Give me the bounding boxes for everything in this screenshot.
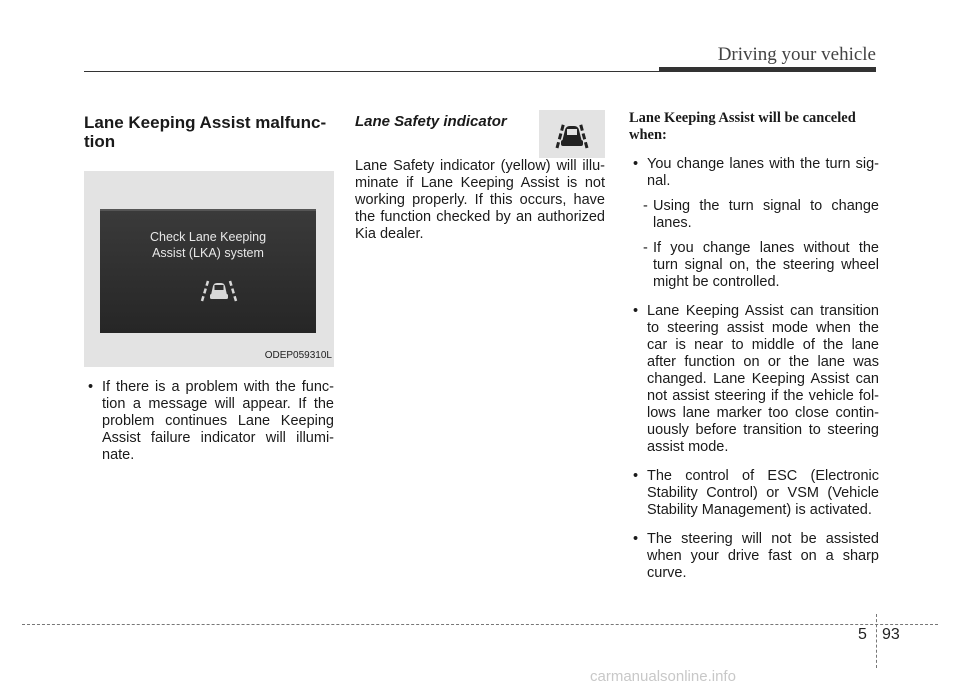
cluster-message-line2: Assist (LKA) system — [152, 246, 264, 260]
lka-message-figure — [84, 171, 334, 367]
column-middle — [355, 110, 605, 243]
header-rule-accent — [659, 67, 876, 72]
lane-keeping-icon — [199, 275, 239, 303]
column-right — [629, 110, 879, 582]
cluster-display — [100, 209, 316, 333]
lane-safety-icon — [539, 110, 605, 158]
header-rule — [84, 71, 659, 72]
lane-safety-indicator-box — [539, 110, 605, 158]
bullet-item: • The steering will not be assisted when your drive fast on a sharp curve. — [629, 531, 879, 582]
bullet-item: • You change lanes with the turn sig-nal. — [629, 156, 879, 190]
chapter-number: 5 — [858, 626, 867, 643]
sub-item — [629, 198, 879, 232]
sub-item — [629, 240, 879, 291]
bullet-item: • If there is a problem with the func-tion a message will appear. If the problem continues Lane Keeping Assist failure indicator will illumi-nate. — [84, 379, 334, 464]
page-number: 93 — [882, 626, 900, 643]
header-title: Driving your vehicle — [717, 44, 876, 65]
footer-rule — [22, 624, 938, 625]
section-title-lane-safety-indicator: Lane Safety indicator — [355, 113, 507, 130]
bullet-item: • The control of ESC (Electronic Stability Control) or VSM (Vehicle Stability Management) is activated. — [629, 468, 879, 519]
dash: - — [643, 198, 648, 214]
bullet-item: • Lane Keeping Assist can transition to steering assist mode when the car is near to middle of the lane after function on or the lane was changed. Lane Keeping Assist can not assist steering if the vehicle fol-lows lane marker too close contin-uously before transition to steering assist mode. — [629, 303, 879, 456]
footer-divider — [876, 614, 877, 668]
section-title-lka-malfunction: Lane Keeping Assist malfunc- tion — [84, 113, 327, 151]
column-left — [84, 110, 334, 464]
figure-code: ODEP059310L — [264, 350, 332, 361]
watermark: carmanualsonline.info — [590, 668, 736, 685]
dash: - — [643, 240, 648, 256]
lane-safety-paragraph: Lane Safety indicator (yellow) will illu-minate if Lane Keeping Assist is not working properly. If this occurs, have the function checked by an authorized Kia dealer. — [355, 158, 605, 242]
cluster-message-line1: Check Lane Keeping — [149, 230, 267, 244]
sub-item-text: If you change lanes without the turn signal on, the steering wheel might be controlled. — [653, 240, 879, 290]
cluster-message — [100, 229, 316, 261]
sub-item-text: Using the turn signal to change lanes. — [653, 198, 879, 231]
cancel-conditions-heading: Lane Keeping Assist will be canceled when: — [629, 110, 856, 143]
